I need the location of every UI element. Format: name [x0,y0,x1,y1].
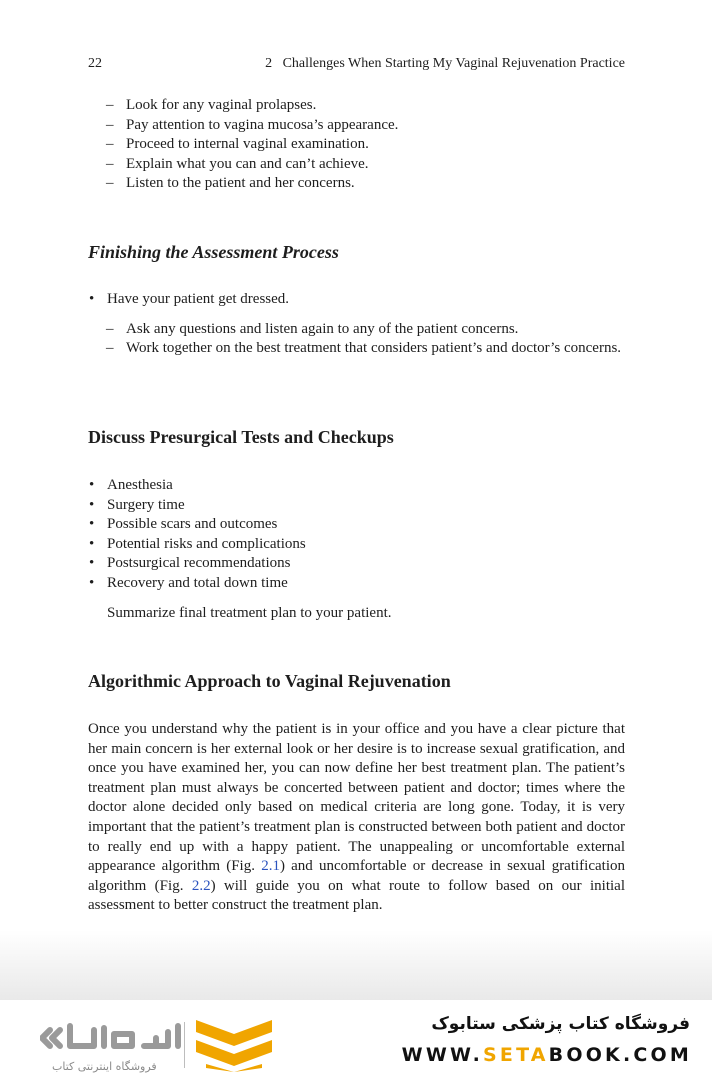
intro-dash-list [88,96,625,194]
list-item: – Ask any questions and listen again to any of the patient concerns. [106,320,625,340]
section-finishing [88,243,625,263]
list-item: – Work together on the best treatment that considers patient’s and doctor’s concerns. [106,339,625,359]
list-item: – Proceed to internal vaginal examination. [106,135,625,155]
list-item: • Potential risks and complications [88,535,625,555]
logo-tagline: فروشگاه اینترنتی کتاب [52,1060,157,1073]
list-item: • Possible scars and outcomes [88,515,625,535]
url-prefix: WWW. [401,1044,483,1066]
page-number: 22 [88,56,102,71]
book-chevron-icon [196,1020,272,1072]
figure-link[interactable]: 2.1 [261,858,280,875]
setabook-logo-wordmark [40,1016,190,1060]
section-heading: Discuss Presurgical Tests and Checkups [88,427,394,447]
list-item: • Recovery and total down time [88,574,625,594]
section-heading: Algorithmic Approach to Vaginal Rejuvenation [88,671,451,691]
finishing-list [88,290,625,359]
list-item: – Pay attention to vagina mucosa’s appearance. [106,116,625,136]
logo-divider [184,1022,185,1068]
store-url[interactable] [402,1044,692,1066]
chapter-running-title: 2 Challenges When Starting My Vaginal Rejuvenation Practice [265,56,625,71]
presurgical-list [88,476,625,623]
list-item: – Listen to the patient and her concerns. [106,174,625,194]
list-item: • Anesthesia [88,476,625,496]
list-item: • Have your patient get dressed. [88,290,625,310]
url-suffix: BOOK.COM [548,1044,692,1066]
url-highlight: SETA [483,1044,549,1066]
summary-text: Summarize final treatment plan to your patient. [107,604,392,621]
paragraph-text: ) will guide you on what route to follow based on our initial assessment to better construct the treatment plan. [88,877,626,914]
list-item: • Surgery time [88,496,625,516]
paragraph-text: ) and uncomfortable or decrease in sexual gratification algorithm (Fig. [88,858,625,894]
section-algorithmic [88,672,625,692]
section-presurgical [88,428,625,448]
list-item: – Explain what you can and can’t achieve. [106,155,625,175]
list-item: – Look for any vaginal prolapses. [106,96,625,116]
list-item: • Postsurgical recommendations [88,554,625,574]
section-heading: Finishing the Assessment Process [88,242,339,262]
store-name: فروشگاه کتاب پزشکی ستابوک [431,1014,690,1034]
paragraph-text: Once you understand why the patient is in your office and you have a clear picture that her main concern is her external look or her desire is to increase sexual gratification, and once you have examined her, you can now define her best treatment plan. The patient’s treatment plan must always be concerted between patient and doctor; times where the doctor alone decided only based on medical criteria are long gone. Today, it is very important that the patient’s treatment plan is constructed between both patient and doctor to really end up with a happy patient. The unappealing or uncomfortable external appearance algorithm (Fig. [88,721,625,875]
figure-link[interactable]: 2.2 [191,877,211,894]
body-paragraph [88,720,625,916]
